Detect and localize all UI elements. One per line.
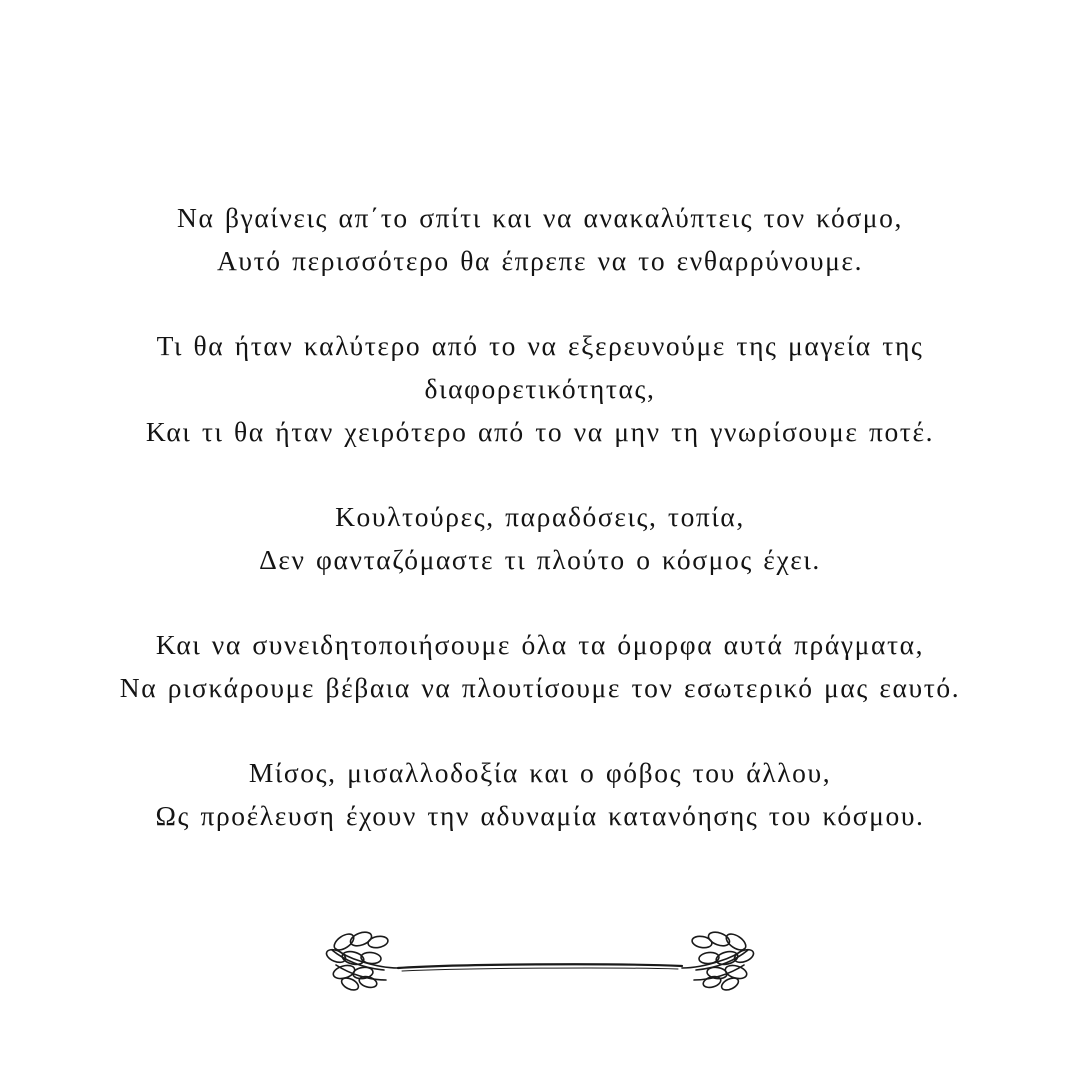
poem-line: Τι θα ήταν καλύτερο από το να εξερευνούμε της μαγεία της (156, 330, 924, 361)
poem-line: Και τι θα ήταν χειρότερο από το να μην τη γνωρίσουμε ποτέ. (145, 416, 935, 447)
stanza (40, 623, 1040, 709)
stanza (40, 751, 1040, 837)
poem-line: Να βγαίνεις απ΄το σπίτι και να ανακαλύπτεις τον κόσμο, (177, 202, 903, 233)
poem-line: Ως προέλευση έχουν την αδυναμία κατανόησης του κόσμου. (155, 800, 925, 831)
poem-line: Και να συνειδητοποιήσουμε όλα τα όμορφα αυτά πράγματα, (155, 629, 925, 660)
poem-line: διαφορετικότητας, (424, 373, 656, 404)
poem-line: Μίσος, μισαλλοδοξία και ο φόβος του άλλου, (248, 757, 832, 788)
stanza (40, 495, 1040, 581)
poem-line: Δεν φανταζόμαστε τι πλούτο ο κόσμος έχει. (259, 544, 821, 575)
poem-body (40, 196, 1040, 837)
stanza (40, 324, 1040, 453)
stanza (40, 196, 1040, 282)
laurel-branch-divider-icon (310, 920, 770, 1010)
poem-line: Κουλτούρες, παραδόσεις, τοπία, (335, 501, 745, 532)
poem-line: Να ρισκάρουμε βέβαια να πλουτίσουμε τον εσωτερικό μας εαυτό. (119, 672, 961, 703)
poem-line: Αυτό περισσότερο θα έπρεπε να το ενθαρρύνουμε. (216, 245, 864, 276)
